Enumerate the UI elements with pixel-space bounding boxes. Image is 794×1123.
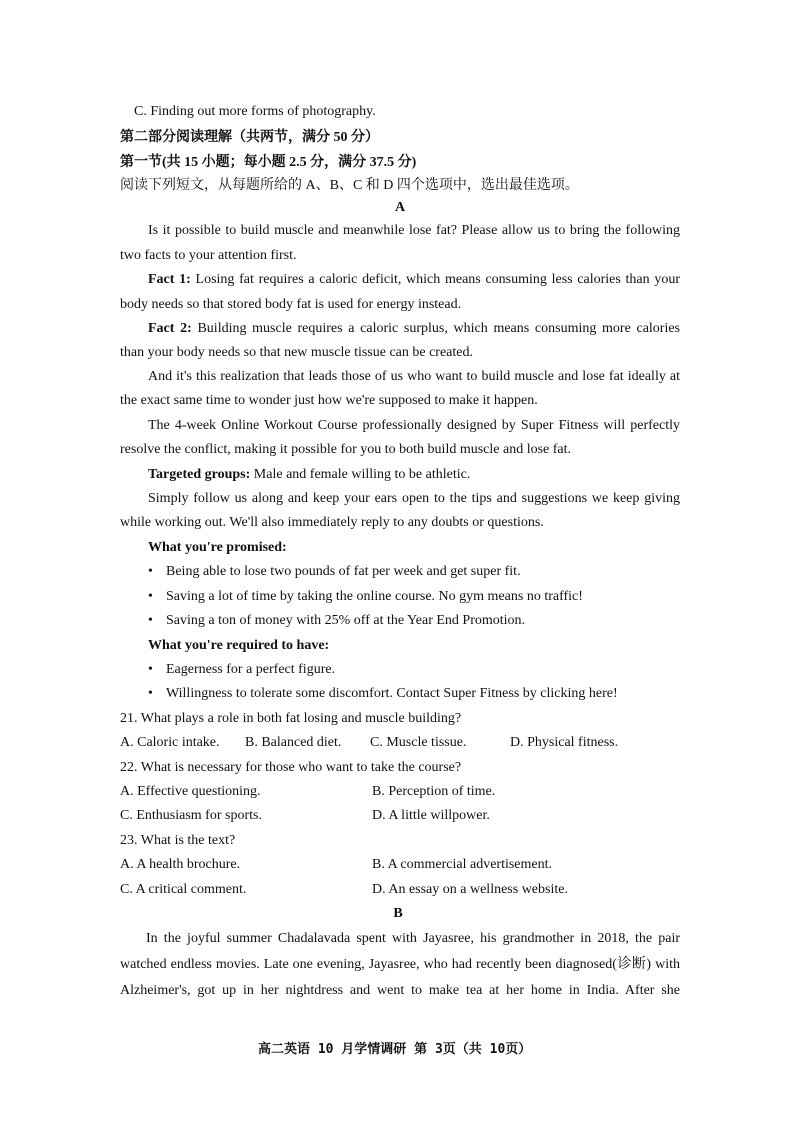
page-footer: 高二英语 10 月学情调研 第 3页（共 10页） xyxy=(258,1042,532,1057)
passage-b-line1: In the joyful summer Chadalavada spent with Jayasree, his grandmother in 2018, the pair xyxy=(146,931,680,946)
passage-a-p2-line1: And it's this realization that leads those of us who want to build muscle and lose fat ideally at xyxy=(148,369,680,384)
q22-option-b: B. Perception of time. xyxy=(372,784,496,799)
q21-option-a: A. Caloric intake. xyxy=(120,735,220,750)
question-22: 22. What is necessary for those who want to take the course? xyxy=(120,760,462,775)
fact2-line1 xyxy=(148,321,680,338)
bullet-icon: • xyxy=(148,564,153,579)
fact2-label: Fact 2: xyxy=(148,321,192,336)
bullet-icon: • xyxy=(148,686,153,701)
passage-a-label: A xyxy=(394,200,406,215)
bullet-icon: • xyxy=(148,589,153,604)
targeted-groups-text: Male and female willing to be athletic. xyxy=(253,467,471,482)
bullet-icon: • xyxy=(148,662,153,677)
q21-option-c: C. Muscle tissue. xyxy=(370,735,467,750)
instruction-text: 阅读下列短文，从每题所给的 A、B、C 和 D 四个选项中，选出最佳选项。 xyxy=(120,178,579,193)
passage-a-p2-line2: the exact same time to wonder just how we're supposed to make it happen. xyxy=(120,393,538,408)
passage-b-line3: Alzheimer's, got up in her nightdress and went to make tea at her home in India. After she xyxy=(120,983,680,998)
promised-heading: What you're promised: xyxy=(148,540,287,555)
question-23: 23. What is the text? xyxy=(120,833,236,848)
required-item: Willingness to tolerate some discomfort. Contact Super Fitness by clicking here! xyxy=(166,686,618,701)
question-21: 21. What plays a role in both fat losing and muscle building? xyxy=(120,711,462,726)
passage-b-label: B xyxy=(393,906,403,921)
promised-item: Saving a lot of time by taking the online course. No gym means no traffic! xyxy=(166,589,583,604)
previous-option-c: C. Finding out more forms of photography. xyxy=(134,104,376,119)
q21-option-d: D. Physical fitness. xyxy=(510,735,619,750)
q23-option-a: A. A health brochure. xyxy=(120,857,241,872)
q21-option-b: B. Balanced diet. xyxy=(245,735,342,750)
q22-option-c: C. Enthusiasm for sports. xyxy=(120,808,262,823)
part2-heading: 第二部分阅读理解（共两节，满分 50 分） xyxy=(120,130,379,145)
required-heading: What you're required to have: xyxy=(148,638,330,653)
passage-a-p1-line2: two facts to your attention first. xyxy=(120,248,297,263)
promised-item: Being able to lose two pounds of fat per week and get super fit. xyxy=(166,564,521,579)
bullet-icon: • xyxy=(148,613,153,628)
section1-heading: 第一节(共 15 小题；每小题 2.5 分，满分 37.5 分) xyxy=(120,155,417,170)
q22-option-d: D. A little willpower. xyxy=(372,808,490,823)
q23-option-b: B. A commercial advertisement. xyxy=(372,857,553,872)
q23-option-d: D. An essay on a wellness website. xyxy=(372,882,568,897)
passage-a-p4-line1: Simply follow us along and keep your ears open to the tips and suggestions we keep giving xyxy=(148,491,680,506)
fact2-text: Building muscle requires a caloric surplus, which means consuming more calories xyxy=(197,321,681,336)
passage-a-p1-line1: Is it possible to build muscle and meanwhile lose fat? Please allow us to bring the following xyxy=(148,223,680,238)
fact2-line2: than your body needs so that new muscle tissue can be created. xyxy=(120,345,474,360)
passage-a-p3-line1: The 4-week Online Workout Course professionally designed by Super Fitness will perfectly xyxy=(148,418,680,433)
q22-option-a: A. Effective questioning. xyxy=(120,784,261,799)
passage-a-p3-line2: resolve the conflict, making it possible for you to both build muscle and lose fat. xyxy=(120,442,572,457)
fact1-line1 xyxy=(148,272,680,289)
fact1-label: Fact 1: xyxy=(148,272,191,287)
fact1-text: Losing fat requires a caloric deficit, which means consuming less calories than your xyxy=(195,272,680,287)
passage-b-line2: watched endless movies. Late one evening, Jayasree, who had recently been diagnosed(诊断) with xyxy=(120,957,680,972)
fact1-line2: body needs so that stored body fat is used for energy instead. xyxy=(120,297,462,312)
required-item: Eagerness for a perfect figure. xyxy=(166,662,336,677)
promised-item: Saving a ton of money with 25% off at the Year End Promotion. xyxy=(166,613,526,628)
targeted-groups-label: Targeted groups: xyxy=(148,467,251,482)
passage-a-p4-line2: while working out. We'll also immediately reply to any doubts or questions. xyxy=(120,515,544,530)
targeted-groups xyxy=(148,467,470,484)
q23-option-c: C. A critical comment. xyxy=(120,882,247,897)
